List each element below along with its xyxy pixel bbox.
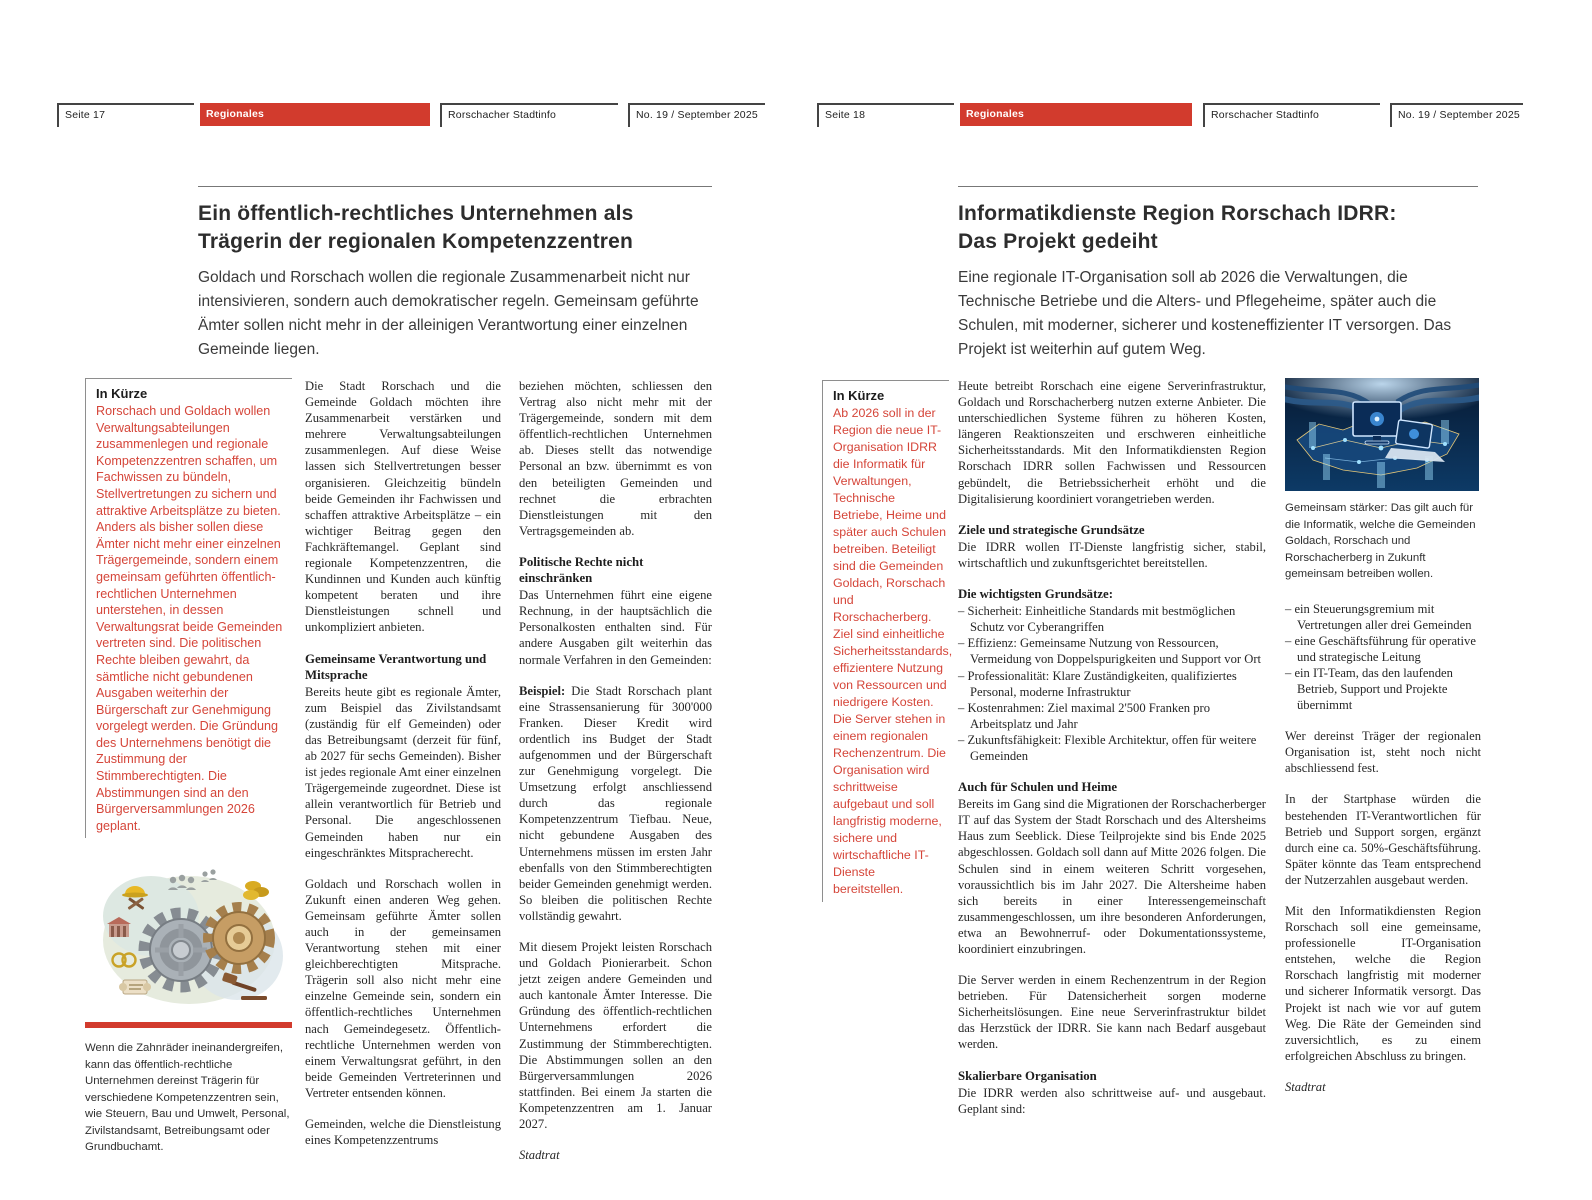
money-icon [243,881,269,900]
article-lead: Goldach und Rorschach wollen die regionale Zusammenarbeit nicht nur intensivieren, sondern auch demokratischer regeln. Gemeinsam geführte Ämter sollen nicht mehr in der alleinigen Verantwortung einer einzelnen Gemeinde liegen. [198,269,699,358]
subheading: Skalierbare Organisation [958,1068,1097,1083]
byline: Stadtrat [1285,1079,1326,1094]
list-item: – Professionalität: Klare Zuständigkeiten, qualifiziertes Personal, moderne Infrastruktur [958,668,1266,700]
section-badge: Regionales [200,103,430,126]
article-title [958,200,1488,256]
paragraph: Mit diesem Projekt leisten Rorschach und Goldach Pionierarbeit. Schon jetzt zeigen andere Gemeinden und auch kantonale Ämter Interesse. Die Gründung des öffentlich-rechtlichen Unternehmens erfordert die Zustimmung der Stimmberechtigten. Die Abstimmungen sollen an den Bürgerversammlungen 2026 stattfinden. Bei einem Ja starten die Kompetenzzentren am 1. Januar 2027. [519,940,712,1132]
right-rail [1285,378,1481,1110]
issue-label: No. 19 / September 2025 [628,103,765,127]
paragraph [519,683,712,924]
list-item: – eine Geschäftsführung für operative und strategische Leitung [1285,633,1481,665]
in-kurze-title: In Kürze [96,386,148,401]
in-kurze-text: Rorschach und Goldach wollen Verwaltungsabteilungen zusammenlegen und regionale Kompetenzzentren schaffen, um Fachwissen zu bündeln, Stellvertretungen zu sichern und attraktive Arbeitsplätze zu bieten. Anders als bisher sollen diese Ämter nicht mehr einer einzelnen Trägergemeinde, sondern einem gemeinsam geführten öffentlich-rechtlichen Unternehmen unterstehen, in dessen Verwaltungsrat beide Gemeinden vertreten sind. Die politischen Rechte bleiben gewahrt, da sämtliche nicht gebundenen Ausgaben weiterhin der Bürgerschaft zur Genehmigung vorgelegt werden. Die Gründung des Unternehmens benötigt die Zustimmung der Stimmberechtigten. Die Abstimmungen sind an den Bürgerversammlungen 2026 geplant. [96,404,283,833]
article-title-line2: Trägerin der regionalen Kompetenzzentren [198,230,634,253]
in-kurze-text: Ab 2026 soll in der Region die neue IT-Organisation IDRR die Informatik für Verwaltungen, Technische Betriebe, Heime und später auch Schulen betreiben. Beteiligt sind die Gemeinden Goldach, Rorschach und Rorschacherberg. Ziel sind einheitliche Sicherheitsstandards, effizientere Nutzung von Ressourcen und niedrigere Kosten. Die Server stehen in einem regionalen Rechenzentrum. Die Organisation wird schrittweise aufgebaut und soll langfristig moderne, sichere und wirtschaftliche IT-Dienste bereitstellen. [833,406,953,896]
issue-label: No. 19 / September 2025 [1390,103,1523,127]
left-rail [85,378,292,1156]
article-column-right [1285,601,1481,1096]
paragraph: Die IDRR werden also schrittweise auf- und ausgebaut. Geplant sind: [958,1085,1266,1116]
in-kurze-box [85,378,292,838]
article-title-line1: Ein öffentlich-rechtliches Unternehmen als [198,202,634,225]
photo-caption: Gemeinsam stärker: Das gilt auch für die Informatik, welche die Gemeinden Goldach, Rorschach und Rorschacherberg in Zukunft gemeinsam betreiben wollen. [1285,502,1476,580]
subheading: Auch für Schulen und Heime [958,780,1118,795]
page-number: Seite 18 [817,103,954,127]
title-rule [198,186,712,187]
scroll-icon [119,980,151,994]
page-number: Seite 17 [57,103,194,127]
paragraph: Heute betreibt Rorschach eine eigene Serverinfrastruktur, Goldach und Rorschacherberg nutzen externe Anbieter. Die unterschiedlichen Systeme führen zu höheren Kosten, längeren Reaktionszeiten und erschweren einheitliche Sicherheitsstandards. Mit den Informatikdiensten Region Rorschach IDRR sollen Fachwissen und Ressourcen gebündelt, die Betriebssicherheit erhöht und die Digitalisierung koordiniert vorangetrieben werden. [958,379,1266,506]
article-column-mid [958,378,1266,1117]
list-item: – Effizienz: Gemeinsame Nutzung von Ressourcen, Vermeidung von Doppelspurigkeiten und Support vor Ort [958,635,1266,667]
paragraph: Die IDRR wollen IT-Dienste langfristig sicher, stabil, wirtschaftlich und zukunftsgerichtet bereitstellen. [958,539,1266,570]
right-page-in-kurze-rail [822,380,953,902]
list-item: – ein Steuerungsgremium mit Vertretungen aller drei Gemeinden [1285,601,1481,633]
list-item: – Kostenrahmen: Ziel maximal 2'500 Franken pro Arbeitsplatz und Jahr [958,700,1266,732]
in-kurze-box [822,380,953,902]
paragraph: Mit den Informatikdiensten Region Rorschach soll eine gemeinsame, professionelle IT-Organisation entstehen, welche die Region Rorschach langfristig mit moderner und sicherer Informatik versorgt. Das Projekt ist nach wie vor auf gutem Weg. Die Räte der Gemeinden sind zuversichtlich, es zu einem erfolgreichen Abschluss zu bringen. [1285,904,1481,1063]
title-rule [958,186,1478,187]
illustration-caption: Wenn die Zahnräder ineinandergreifen, kann das öffentlich-rechtliche Unternehmen dereinst Trägerin für verschiedene Kompetenzzentren sein, wie Steuern, Bau und Umwelt, Personal, Zivilstandsamt, Betreibungsamt oder Grundbuchamt. [85,1042,290,1154]
list-item: – Sicherheit: Einheitliche Standards mit bestmöglichen Schutz vor Cyberangriffen [958,603,1266,635]
paragraph: Gemeinden, welche die Dienstleistung eines Kompetenzzentrums [305,1117,501,1148]
caption-divider-bar [85,1022,292,1028]
subheading: Die wichtigsten Grundsätze: [958,587,1113,602]
section-badge: Regionales [960,103,1192,126]
paragraph: Das Unternehmen führt eine eigene Rechnung, in der hauptsächlich die Personalkosten enthalten sind. Für andere Ausgaben gilt weiterhin das normale Verfahren in den Gemeinden: [519,588,712,667]
subheading: Ziele und strategische Grundsätze [958,522,1145,537]
paragraph: Wer dereinst Träger der regionalen Organisation ist, steht noch nicht abschliessend fest. [1285,729,1481,776]
paragraph: Bereits heute gibt es regionale Ämter, zum Beispiel das Zivilstandsamt (zuständig für elf Gemeinden) oder das Betreibungsamt (derzeit für fünf, ab 2027 für sechs Gemeinden). Bisher ist jedes regionale Amt einer einzelnen Trägergemeinde zugeordnet. Diese ist allein verantwortlich für Betrieb und Personal. Die angeschlossenen Gemeinden haben nur ein eingeschränktes Mitspracherecht. [305,684,501,860]
paragraph-label: Beispiel: [519,683,566,698]
paragraph: Die Stadt Rorschach und die Gemeinde Goldach möchten ihre Zusammenarbeit verstärken und mehrere Verwaltungsabteilungen zusammenlegen. Auf diese Weise lassen sich Stellvertretungen besser organisieren. Gleichzeitig bündeln beide Gemeinden ihr Fachwissen und schaffen attraktive Arbeitsplätze – ein wichtiger Beitrag gegen den Fachkräftemangel. Geplant sind regionale Kompetenzzentren, die Kundinnen und Kunden auch künftig kompetent beraten und ihre Dienstleistungen schnell und unkompliziert anbieten. [305,379,501,635]
article-lead: Eine regionale IT-Organisation soll ab 2026 die Verwaltungen, die Technische Betriebe und die Alters- und Pflegeheime, später auch die Schulen, mit moderner, sicherer und kosteneffizienter IT versorgen. Das Projekt ist weiterhin auf gutem Weg. [958,269,1452,358]
article-column-2 [519,378,712,1178]
paragraph: beziehen möchten, schliessen den Vertrag also nicht mehr mit der Trägergemeinde, sondern mit dem öffentlich-rechtlichen Unternehmen ab. Dieses stellt das notwendige Personal an bzw. übernimmt es von den beteiligten Gemeinden und rechnet die erbrachten Dienstleistungen mit den Vertragsgemeinden ab. [519,379,712,538]
paragraph: Die Server werden in einem Rechenzentrum in der Region betrieben. Für Datensicherheit sorgen moderne Sicherheitslösungen. Eine neue Serverinfrastruktur bildet das Herzstück der IDRR. Sie kann nach Bedarf ausgebaut werden. [958,973,1266,1052]
principles-list [958,603,1266,764]
paragraph-text: Die Stadt Rorschach plant eine Strassensanierung für 300'000 Franken. Dieser Kredit wird ordentlich ins Budget der Stadt aufgenommen und der Bürgerschaft zur Genehmigung vorgelegt. Die Umsetzung erfolgt anschliessend durch das regionale Kompetenzzentrum Tiefbau. Neue, nicht gebundene Ausgaben des Unternehmens müssen im ersten Jahr ebenfalls von den Stimmberechtigten beider Gemeinden genehmigt werden. So bleiben die politischen Rechte vollständig gewahrt. [519,683,712,923]
article-title-line2: Das Projekt gedeiht [958,230,1158,253]
subheading: Politische Rechte nicht einschränken [519,554,644,586]
list-item: – Zukunftsfähigkeit: Flexible Architektur, offen für weitere Gemeinden [958,732,1266,764]
article-column-1 [305,378,501,1148]
byline: Stadtrat [519,1148,560,1163]
organisation-list [1285,601,1481,714]
publication-name: Rorschacher Stadtinfo [1203,103,1380,127]
paragraph: In der Startphase würden die bestehenden IT-Verantwortlichen für Betrieb und Support sorgen, ergänzt durch eine ca. 50%-Geschäftsführung. Später könnte das Team entsprechend der Nutzerzahlen ausgebaut werden. [1285,792,1481,887]
in-kurze-title: In Kürze [833,388,885,403]
article-title-line1: Informatikdienste Region Rorschach IDRR: [958,202,1397,225]
gears-illustration [93,864,285,1012]
subheading: Gemeinsame Verantwortung und Mitsprache [305,651,487,682]
paragraph: Bereits im Gang sind die Migrationen der Rorschacherberger IT auf das System der Stadt Rorschach und des Altersheims Haus zum Seeblick. Diese Teilprojekte sind bis Ende 2025 abgeschlossen. Goldach soll dann auf Mitte 2026 folgen. Die Schulen sind in einem weiteren Schritt vorgesehen, voraussichtlich bis im Jahr 2027. Die Altersheime haben sich bereits in einer Interessengemeinschaft zusammengeschlossen, um ihre besonderen Anforderungen, etwa an Bewohnerruf- oder Dokumentationssysteme, koordiniert einzubringen. [958,797,1266,956]
paragraph: Goldach und Rorschach wollen in Zukunft einen anderen Weg gehen. Gemeinsam geführte Ämter sollen auch in der gemeinsamen Verantwortung stehen mit einer gleichberechtigten Mitsprache. Trägerin soll also nicht mehr eine einzelne Gemeinde sein, sondern ein öffentlich-rechtliches Unternehmen nach Gemeindegesetz. Öffentlich-rechtliche Unternehmen werden von einem Verwaltungsrat geführt, in den beide Gemeinden Vertreterinnen und Vertreter entsenden können. [305,876,501,1100]
publication-name: Rorschacher Stadtinfo [440,103,618,127]
it-network-photo [1285,378,1479,491]
article-title [198,200,718,256]
list-item: – ein IT-Team, das den laufenden Betrieb, Support und Projekte übernimmt [1285,665,1481,713]
